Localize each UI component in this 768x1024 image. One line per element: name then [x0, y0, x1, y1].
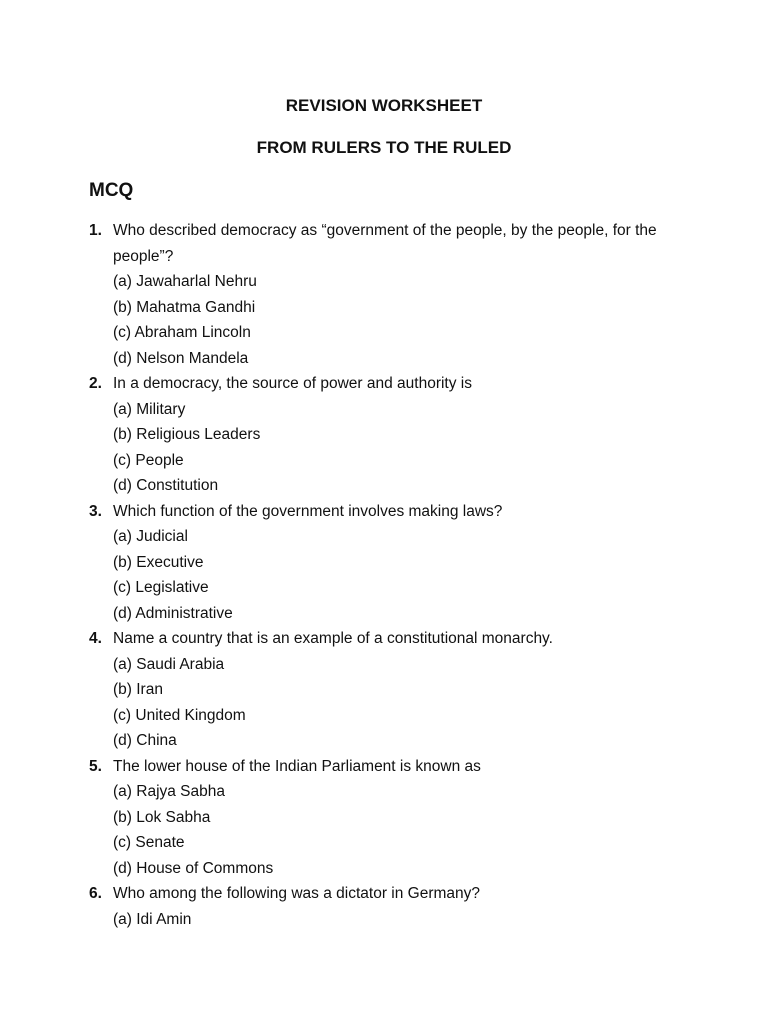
option-c: (c) People [113, 451, 184, 469]
question-3 [89, 499, 689, 627]
question-number: 3. [89, 502, 102, 520]
question-text: The lower house of the Indian Parliament is known as [113, 757, 481, 775]
option-b: (b) Lok Sabha [113, 808, 211, 826]
worksheet-title: REVISION WORKSHEET [285, 96, 483, 115]
option-a: (a) Jawaharlal Nehru [113, 273, 257, 290]
option-c: (c) Senate [113, 834, 185, 851]
option-a: (a) Rajya Sabha [113, 783, 226, 800]
question-4 [89, 626, 689, 754]
option-b: (b) Mahatma Gandhi [113, 298, 256, 316]
question-text: Name a country that is an example of a constitutional monarchy. [113, 630, 553, 647]
option-b: (b) Iran [113, 681, 163, 698]
option-d: (d) Nelson Mandela [113, 349, 249, 367]
question-6 [89, 881, 689, 932]
question-text: Which function of the government involves making laws? [113, 502, 503, 520]
question-number: 2. [89, 375, 102, 392]
question-number: 6. [89, 885, 102, 902]
option-a: (a) Idi Amin [113, 910, 192, 928]
question-text: In a democracy, the source of power and authority is [113, 375, 472, 392]
option-d: (d) House of Commons [113, 859, 274, 877]
option-c: (c) Abraham Lincoln [113, 324, 251, 341]
option-a: (a) Military [113, 400, 186, 418]
option-c: (c) United Kingdom [113, 706, 246, 724]
worksheet-subtitle: FROM RULERS TO THE RULED [256, 138, 512, 157]
question-text: Who among the following was a dictator in Germany? [113, 885, 481, 902]
option-c: (c) Legislative [113, 579, 209, 596]
option-a: (a) Saudi Arabia [113, 655, 225, 673]
question-1 [89, 218, 689, 371]
option-d: (d) Administrative [113, 604, 233, 622]
question-number: 5. [89, 757, 102, 775]
option-b: (b) Executive [113, 553, 204, 571]
question-number: 1. [89, 222, 102, 239]
section-heading: MCQ [89, 180, 134, 201]
option-a: (a) Judicial [113, 528, 188, 545]
option-b: (b) Religious Leaders [113, 426, 261, 443]
question-2 [89, 371, 689, 499]
question-5 [89, 754, 689, 882]
question-text: Who described democracy as “government of the people, by the people, for the people”? [113, 222, 657, 265]
question-number: 4. [89, 630, 102, 647]
option-d: (d) Constitution [113, 477, 219, 494]
option-d: (d) China [113, 732, 177, 749]
question-list [89, 218, 689, 932]
